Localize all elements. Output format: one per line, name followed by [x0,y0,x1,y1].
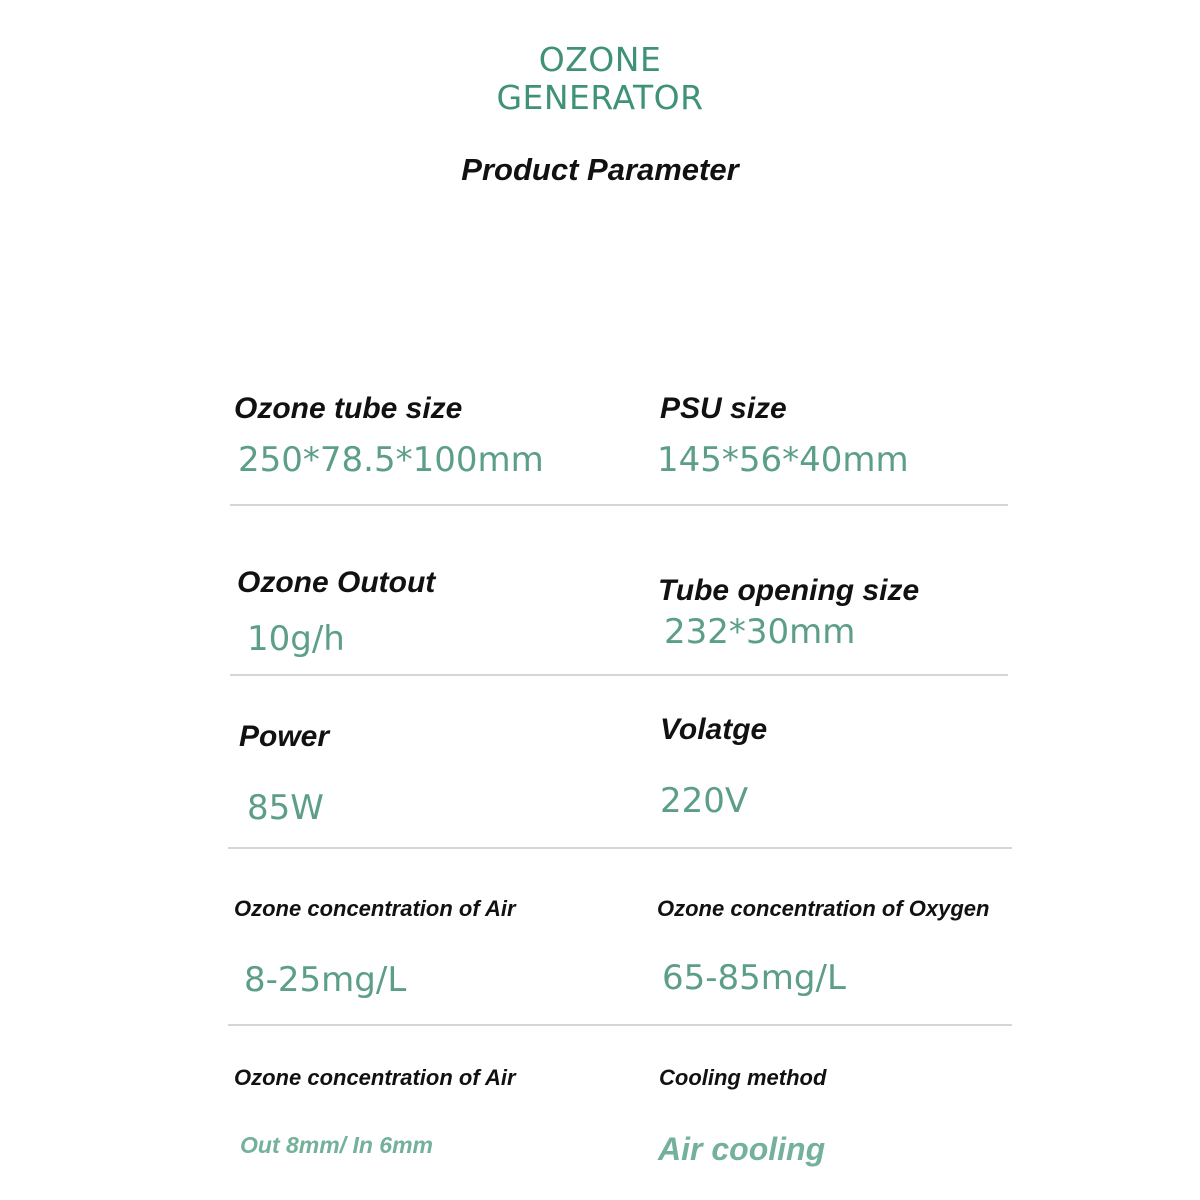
param-label-psu-size: PSU size [660,392,787,425]
page-title: Product Parameter [461,152,739,187]
param-value-ozone-concentration-oxygen: 65-85mg/L [662,958,846,998]
param-label-ozone-output: Ozone Outout [237,566,436,599]
divider [230,674,1008,676]
param-value-pipe-size: Out 8mm/ In 6mm [240,1132,433,1158]
param-label-power: Power [239,720,330,753]
param-value-ozone-tube-size: 250*78.5*100mm [238,440,544,480]
param-value-ozone-output: 10g/h [247,619,345,659]
param-value-power: 85W [247,788,324,828]
divider [230,504,1008,506]
param-value-psu-size: 145*56*40mm [657,440,909,480]
brand-line-generator: GENERATOR [496,78,704,117]
param-label-ozone-concentration-air: Ozone concentration of Air [234,896,516,921]
divider [228,847,1012,849]
param-label-voltage: Volatge [660,713,768,746]
param-value-ozone-concentration-air: 8-25mg/L [244,960,407,1000]
param-label-ozone-tube-size: Ozone tube size [234,392,463,425]
param-label-cooling-method: Cooling method [659,1065,827,1090]
param-label-ozone-concentration-air-2: Ozone concentration of Air [234,1065,516,1090]
brand-line-ozone: OZONE [538,40,662,79]
param-value-voltage: 220V [660,781,749,821]
param-value-tube-opening-size: 232*30mm [664,612,856,652]
param-label-tube-opening-size: Tube opening size [658,574,920,607]
param-value-cooling-method: Air cooling [658,1131,826,1167]
param-label-ozone-concentration-oxygen: Ozone concentration of Oxygen [657,896,990,921]
divider [228,1024,1012,1026]
